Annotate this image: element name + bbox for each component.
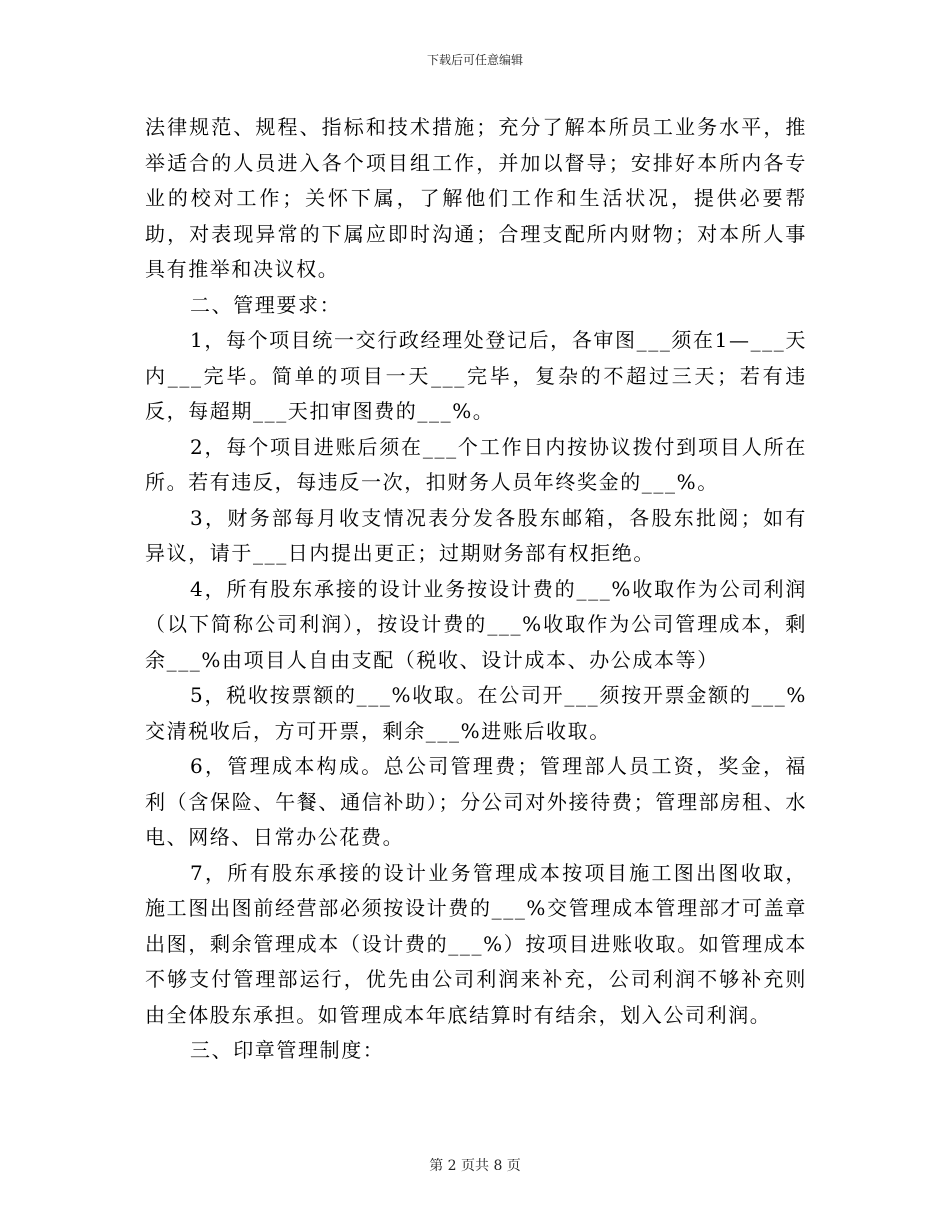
- section-heading-seal-management: 三、印章管理制度：: [190, 1038, 385, 1062]
- page-header: 下载后可任意编辑: [426, 53, 523, 67]
- paragraph-item-1: 1，每个项目统一交行政经理处登记后，各审图___须在1—___天内___完毕。简单的项目一天___完毕，复杂的不超过三天；若有违反，每超期___天扣审图费的___%。: [145, 328, 807, 423]
- document-body: [145, 110, 807, 1069]
- page-footer: 第 2 页共 8 页: [429, 1158, 521, 1174]
- paragraph-item-3: 3，财务部每月收支情况表分发各股东邮箱，各股东批阅；如有异议，请于___日内提出更正；过期财务部有权拒绝。: [145, 505, 807, 565]
- paragraph-item-6: 6，管理成本构成。总公司管理费；管理部人员工资，奖金，福利（含保险、午餐、通信补助）；分公司对外接待费；管理部房租、水电、网络、日常办公花费。: [145, 754, 807, 849]
- paragraph-item-7: 7，所有股东承接的设计业务管理成本按项目施工图出图收取，施工图出图前经营部必须按设计费的___%交管理成本管理部才可盖章出图，剩余管理成本（设计费的___%）按项目进账收取。如管理成本不够支付管理部运行，优先由公司利润来补充，公司利润不够补充则由全体股东承担。如管理成本年底结算时有结余，划入公司利润。: [145, 860, 807, 1027]
- paragraph-item-4: 4，所有股东承接的设计业务按设计费的___%收取作为公司利润（以下简称公司利润），按设计费的___%收取作为公司管理成本，剩余___%由项目人自由支配（税收、设计成本、办公成本等）: [145, 576, 807, 672]
- paragraph-item-2: 2，每个项目进账后须在___个工作日内按协议拨付到项目人所在所。若有违反，每违反一次，扣财务人员年终奖金的___%。: [145, 434, 807, 494]
- paragraph-item-5: 5，税收按票额的___%收取。在公司开___须按开票金额的___%交清税收后，方可开票，剩余___%进账后收取。: [145, 683, 807, 743]
- paragraph-1: 法律规范、规程、指标和技术措施；充分了解本所员工业务水平，推举适合的人员进入各个项目组工作，并加以督导；安排好本所内各专业的校对工作；关怀下属，了解他们工作和生活状况，提供必要帮助，对表现异常的下属应即时沟通；合理支配所内财物；对本所人事具有推举和决议权。: [145, 115, 807, 281]
- section-heading-management-requirements: 二、管理要求：: [190, 292, 342, 317]
